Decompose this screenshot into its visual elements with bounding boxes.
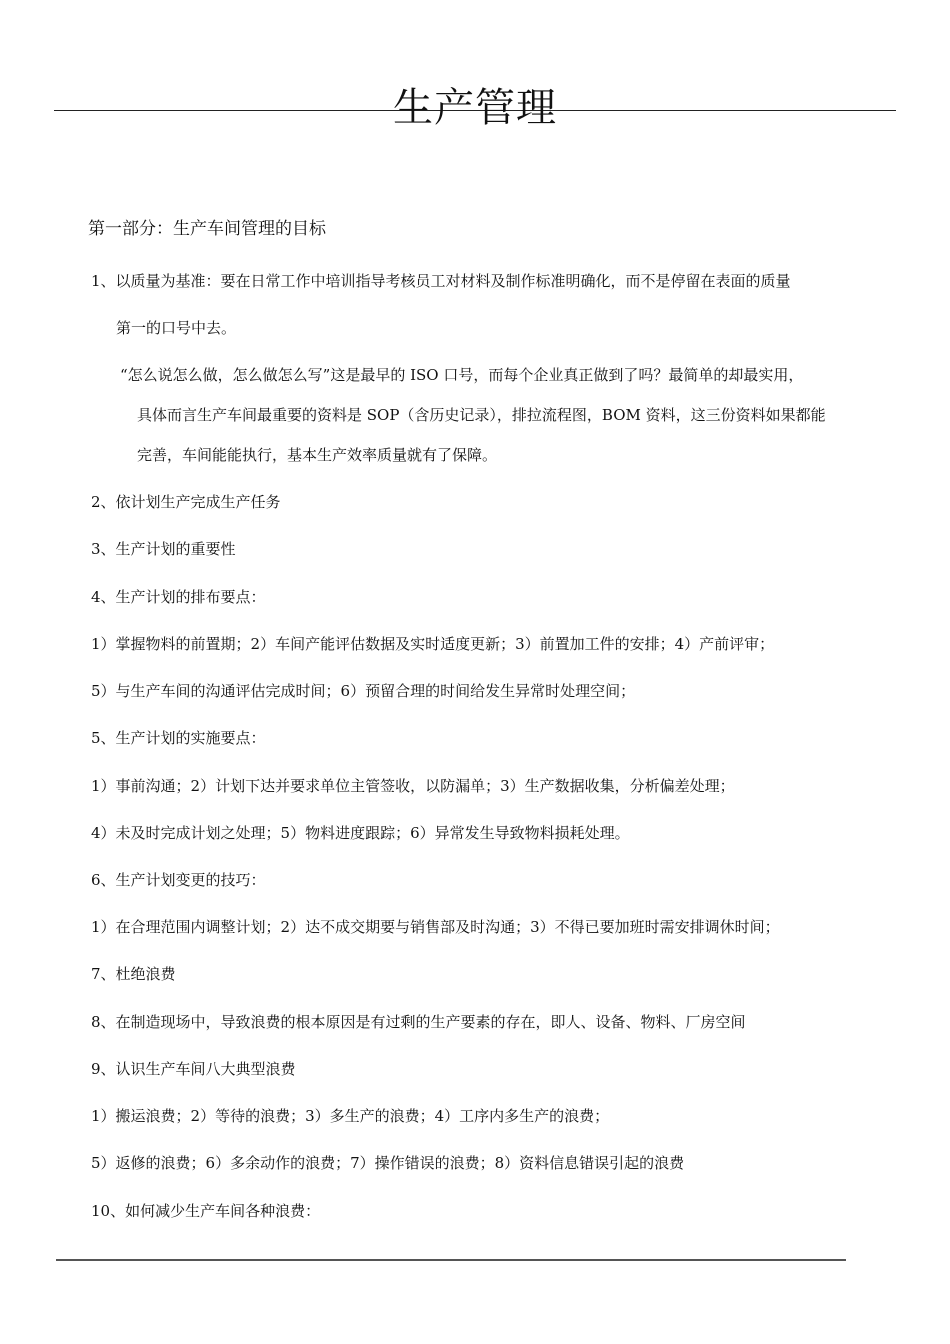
page-title: 生产管理 <box>393 85 557 131</box>
paragraph-line: 第一的口号中去。 <box>116 319 237 337</box>
list-item: 8、在制造现场中，导致浪费的根本原因是有过剩的生产要素的存在，即人、设备、物料、厂房空间 <box>91 1013 746 1031</box>
list-item: 10、如何减少生产车间各种浪费： <box>91 1202 321 1220</box>
list-item: 7、杜绝浪费 <box>91 965 176 983</box>
list-item: 1）在合理范围内调整计划；2）达不成交期要与销售部及时沟通；3）不得已要加班时需安排调休时间； <box>91 918 780 936</box>
list-item: 2、依计划生产完成生产任务 <box>91 493 281 511</box>
list-item: 1）搬运浪费；2）等待的浪费；3）多生产的浪费；4）工序内多生产的浪费； <box>91 1107 610 1125</box>
list-item: 6、生产计划变更的技巧： <box>91 871 266 889</box>
list-item: 5）返修的浪费；6）多余动作的浪费；7）操作错误的浪费；8）资料信息错误引起的浪费 <box>91 1154 685 1172</box>
list-item: 9、认识生产车间八大典型浪费 <box>91 1060 296 1078</box>
list-item: 1）掌握物料的前置期；2）车间产能评估数据及实时适度更新；3）前置加工件的安排；4）产前评审； <box>91 635 775 653</box>
list-item: 1）事前沟通；2）计划下达并要求单位主管签收，以防漏单；3）生产数据收集，分析偏差处理； <box>91 777 735 795</box>
paragraph-line: “怎么说怎么做，怎么做怎么写”这是最早的 ISO 口号，而每个企业真正做到了吗？最简单的却最实用， <box>120 366 804 384</box>
list-item: 5、生产计划的实施要点： <box>91 729 266 747</box>
paragraph-line: 完善，车间能能执行，基本生产效率质量就有了保障。 <box>137 446 498 464</box>
footer-divider <box>56 1259 846 1261</box>
list-item: 3、生产计划的重要性 <box>91 540 236 558</box>
list-item: 5）与生产车间的沟通评估完成时间；6）预留合理的时间给发生异常时处理空间； <box>91 682 636 700</box>
list-item: 4、生产计划的排布要点： <box>91 588 266 606</box>
paragraph-line: 具体而言生产车间最重要的资料是 SOP（含历史记录），排拉流程图，BOM 资料，这三份资料如果都能 <box>137 406 826 424</box>
list-item: 4）未及时完成计划之处理；5）物料进度跟踪；6）异常发生导致物料损耗处理。 <box>91 824 630 842</box>
section-heading: 第一部分：生产车间管理的目标 <box>88 219 326 239</box>
paragraph-line: 1、以质量为基准：要在日常工作中培训指导考核员工对材料及制作标准明确化，而不是停留在表面的质量 <box>91 272 791 290</box>
